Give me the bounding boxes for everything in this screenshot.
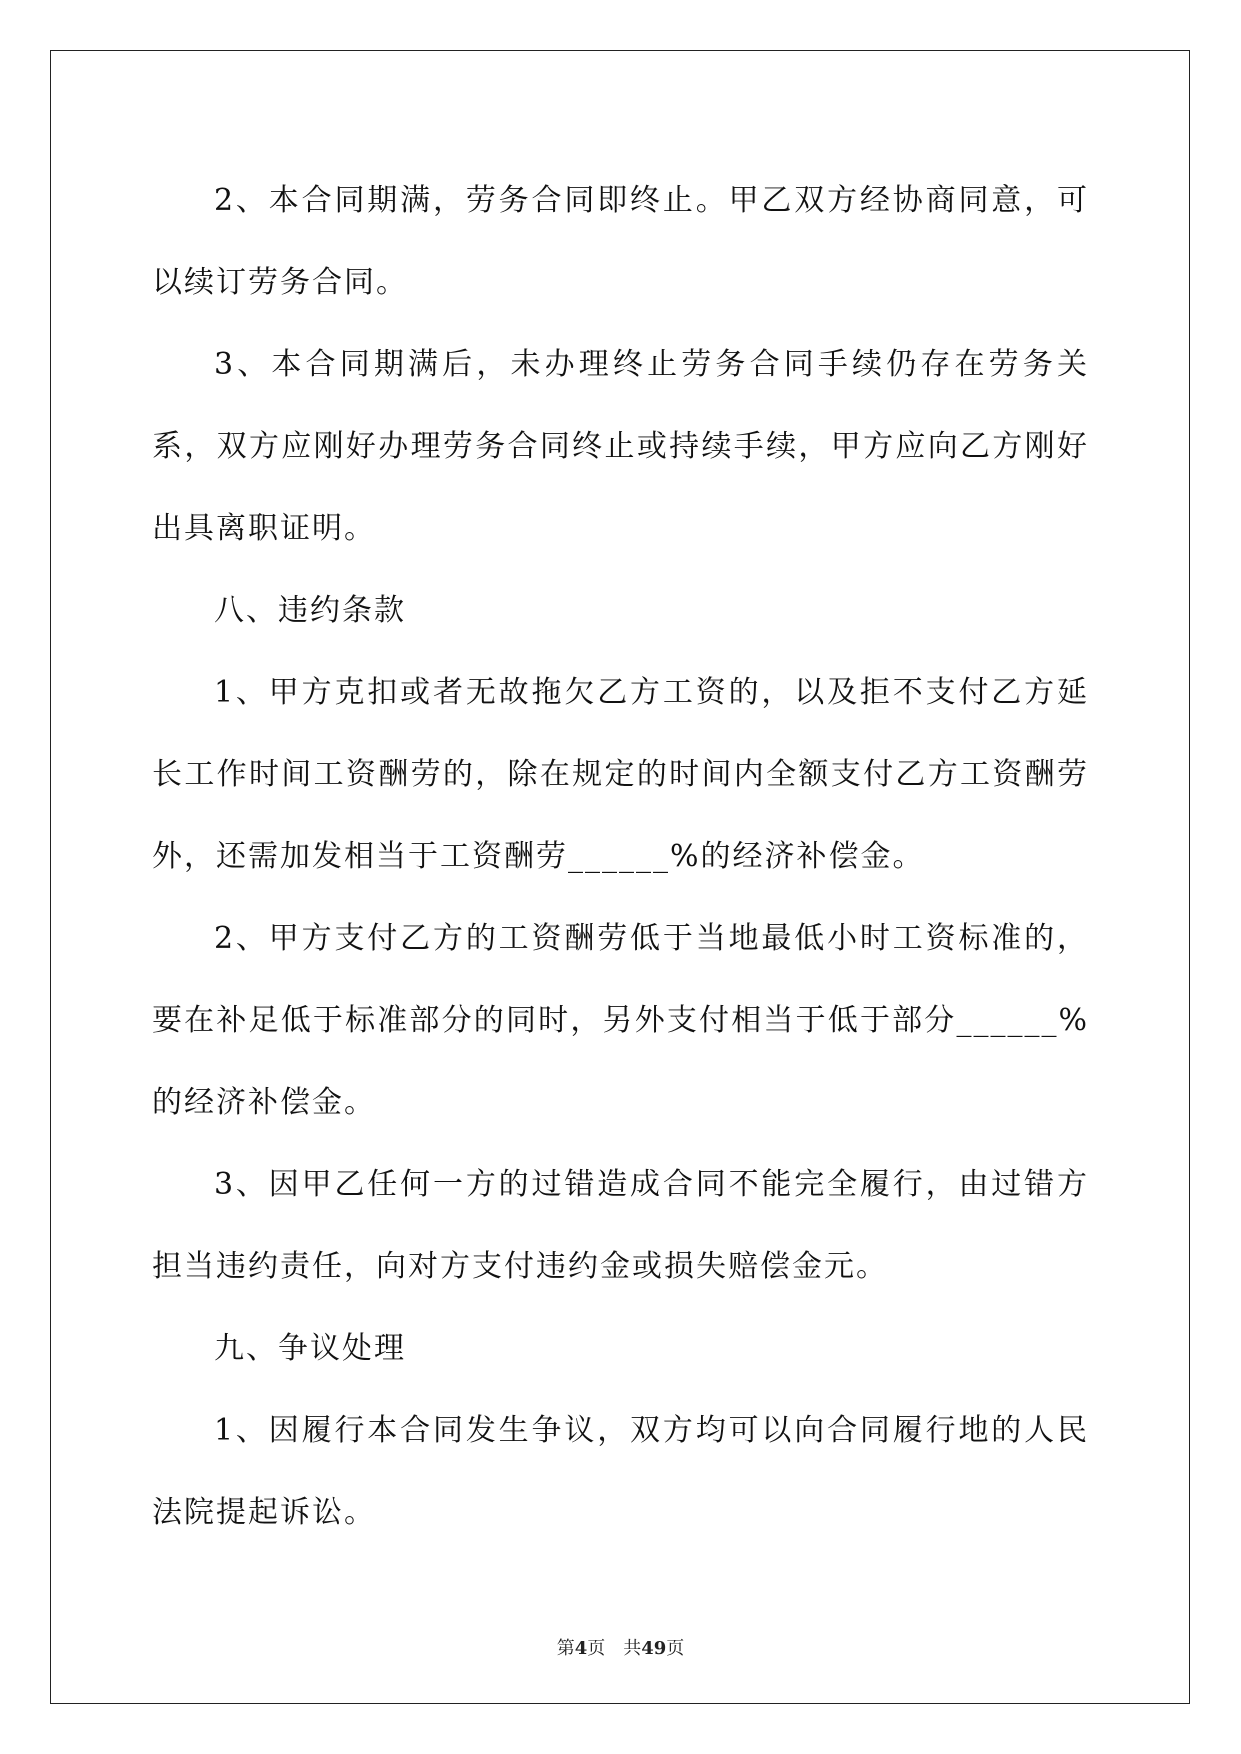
page-suffix: 页 — [587, 1638, 606, 1659]
section-heading-breach-of-contract: 八、违约条款 — [214, 593, 406, 628]
paragraph-clause-8-3: 3、因甲乙任何一方的过错造成合同不能完全履行，由过错方担当违约责任，向对方支付违约金或损失赔偿金元。 — [152, 1167, 1089, 1284]
section-heading-dispute-resolution: 九、争议处理 — [214, 1331, 406, 1366]
paragraph-clause-7-3: 3、本合同期满后，未办理终止劳务合同手续仍存在劳务关系，双方应刚好办理劳务合同终止或持续手续，甲方应向乙方刚好出具离职证明。 — [152, 347, 1089, 546]
page-number: 4 — [574, 1638, 588, 1659]
paragraph-clause-9-1: 1、因履行本合同发生争议，双方均可以向合同履行地的人民法院提起诉讼。 — [152, 1413, 1089, 1530]
paragraph-clause-8-1: 1、甲方克扣或者无故拖欠乙方工资的，以及拒不支付乙方延长工作时间工资酬劳的，除在规定的时间内全额支付乙方工资酬劳外，还需加发相当于工资酬劳______%的经济补偿金。 — [152, 675, 1089, 874]
total-suffix: 页 — [666, 1638, 685, 1659]
page-footer — [0, 1634, 1241, 1660]
total-prefix: 共 — [623, 1638, 642, 1659]
page-prefix: 第 — [556, 1638, 575, 1659]
paragraph-clause-8-2: 2、甲方支付乙方的工资酬劳低于当地最低小时工资标准的，要在补足低于标准部分的同时，另外支付相当于低于部分______%的经济补偿金。 — [152, 921, 1089, 1120]
total-pages: 49 — [641, 1638, 667, 1659]
paragraph-clause-7-2: 2、本合同期满，劳务合同即终止。甲乙双方经协商同意，可以续订劳务合同。 — [152, 183, 1089, 300]
document-body — [152, 160, 1089, 1554]
